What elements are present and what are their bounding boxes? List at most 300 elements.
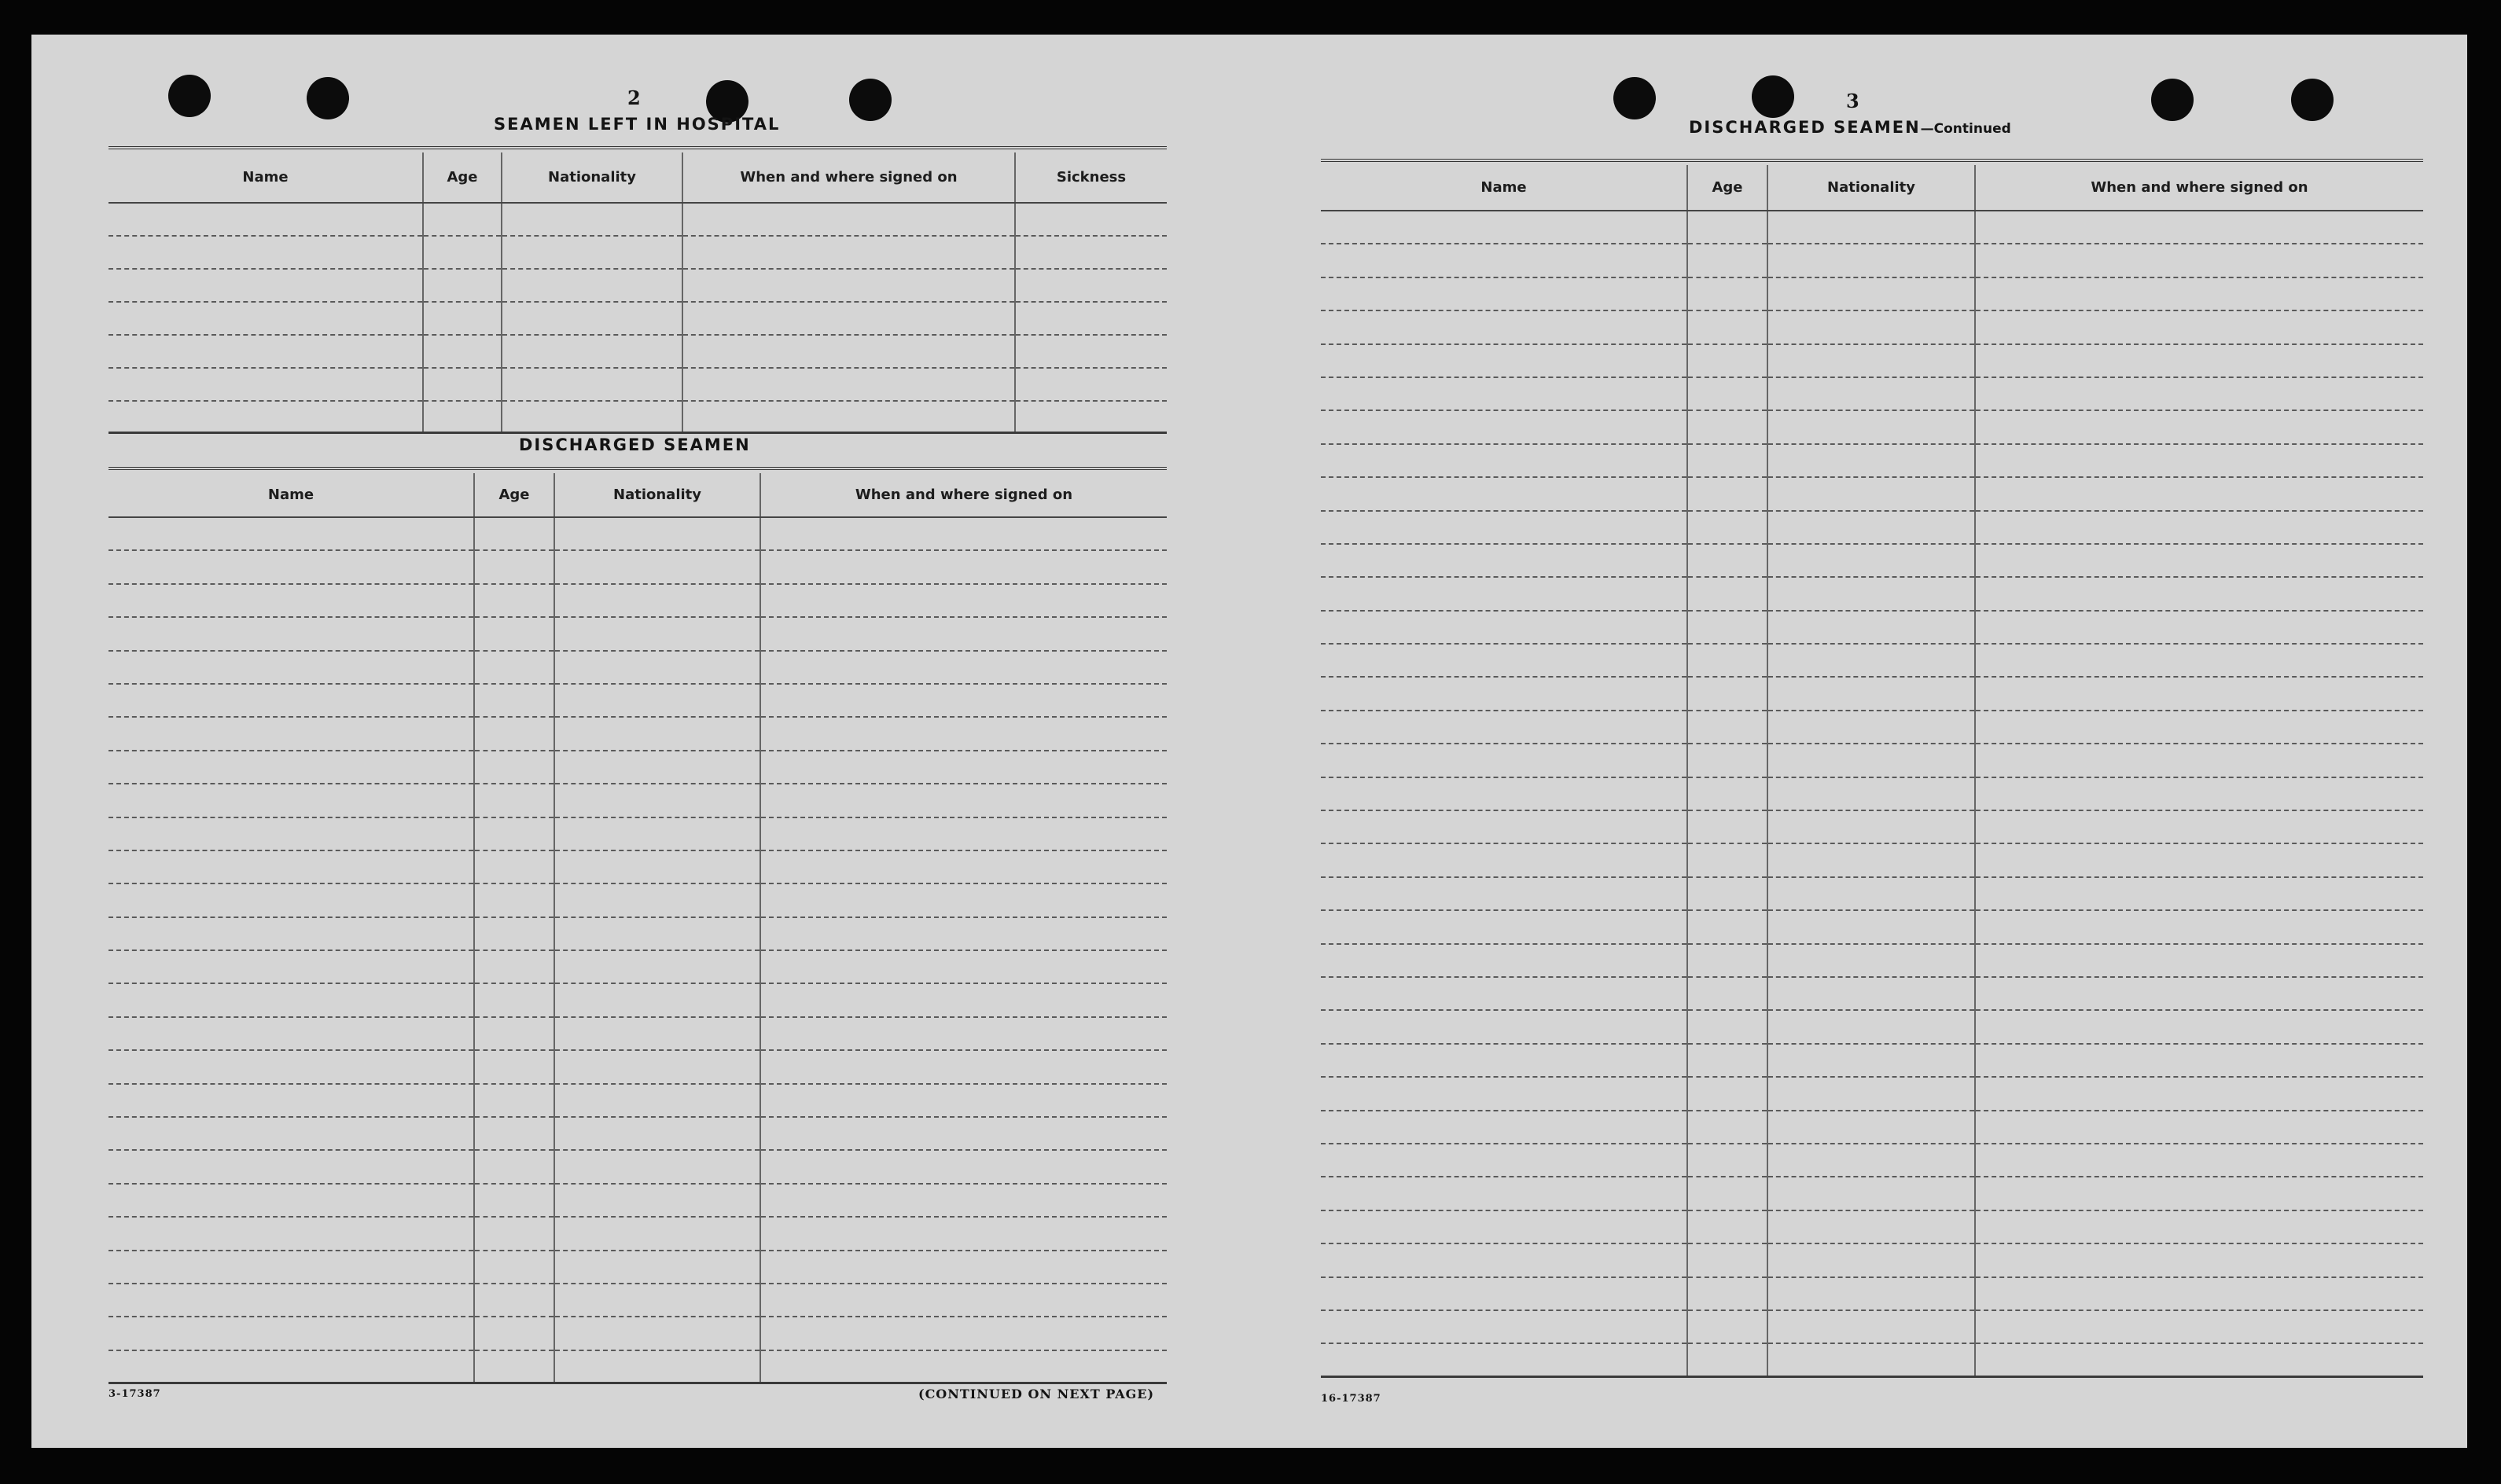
blank-entry-cell[interactable] — [502, 368, 682, 401]
blank-entry-cell[interactable] — [474, 784, 554, 817]
blank-entry-cell[interactable] — [423, 302, 502, 335]
blank-entry-cell[interactable] — [760, 617, 1167, 650]
blank-entry-cell[interactable] — [474, 1084, 554, 1117]
blank-entry-cell[interactable] — [1975, 1077, 2423, 1110]
discharged-top-rule — [108, 467, 1167, 470]
blank-entry-cell[interactable] — [108, 401, 423, 432]
blank-entry-cell[interactable] — [1975, 444, 2423, 477]
blank-entry-cell[interactable] — [1767, 377, 1975, 410]
blank-entry-cell[interactable] — [1767, 1010, 1975, 1043]
blank-entry-cell[interactable] — [682, 401, 1015, 432]
blank-entry-cell[interactable] — [474, 1150, 554, 1183]
blank-entry-cell[interactable] — [1321, 977, 1687, 1010]
blank-entry-cell[interactable] — [554, 817, 760, 850]
blank-entry-cell[interactable] — [1321, 344, 1687, 377]
blank-entry-cell[interactable] — [108, 817, 474, 850]
blank-entry-cell[interactable] — [1321, 1310, 1687, 1343]
column-header: Sickness — [1015, 152, 1167, 203]
blank-entry-cell[interactable] — [1975, 1044, 2423, 1077]
blank-entry-cell[interactable] — [1975, 711, 2423, 744]
blank-entry-cell[interactable] — [1767, 410, 1975, 443]
column-header: When and where signed on — [760, 473, 1167, 517]
blank-entry-cell[interactable] — [108, 335, 423, 368]
blank-entry-cell[interactable] — [1767, 843, 1975, 876]
table-row — [1321, 310, 2423, 343]
blank-entry-cell[interactable] — [1975, 777, 2423, 810]
blank-entry-cell[interactable] — [474, 1184, 554, 1217]
blank-entry-cell[interactable] — [1975, 1343, 2423, 1376]
blank-entry-cell[interactable] — [760, 1084, 1167, 1117]
blank-entry-cell[interactable] — [554, 651, 760, 684]
blank-entry-cell[interactable] — [1975, 277, 2423, 310]
blank-entry-cell[interactable] — [108, 1184, 474, 1217]
blank-entry-cell[interactable] — [1321, 544, 1687, 577]
blank-entry-cell[interactable] — [1321, 1210, 1687, 1243]
blank-entry-cell[interactable] — [1687, 877, 1767, 910]
blank-entry-cell[interactable] — [1015, 203, 1167, 236]
blank-entry-cell[interactable] — [760, 950, 1167, 983]
blank-entry-cell[interactable] — [1767, 944, 1975, 977]
blank-entry-cell[interactable] — [474, 1251, 554, 1284]
blank-entry-cell[interactable] — [1975, 211, 2423, 244]
blank-entry-cell[interactable] — [1687, 677, 1767, 710]
blank-entry-cell[interactable] — [108, 784, 474, 817]
blank-entry-cell[interactable] — [760, 1251, 1167, 1284]
blank-entry-cell[interactable] — [1321, 843, 1687, 876]
blank-entry-cell[interactable] — [1687, 277, 1767, 310]
blank-entry-cell[interactable] — [1687, 1210, 1767, 1243]
blank-entry-cell[interactable] — [554, 1050, 760, 1083]
blank-entry-cell[interactable] — [1687, 1044, 1767, 1077]
blank-entry-cell[interactable] — [1687, 1343, 1767, 1376]
blank-entry-cell[interactable] — [760, 584, 1167, 617]
blank-entry-cell[interactable] — [1321, 611, 1687, 644]
blank-entry-cell[interactable] — [1015, 236, 1167, 269]
blank-entry-cell[interactable] — [554, 850, 760, 883]
blank-entry-cell[interactable] — [1687, 511, 1767, 544]
blank-entry-cell[interactable] — [760, 784, 1167, 817]
blank-entry-cell[interactable] — [1767, 611, 1975, 644]
blank-entry-cell[interactable] — [474, 751, 554, 784]
blank-entry-cell[interactable] — [760, 1184, 1167, 1217]
blank-entry-cell[interactable] — [108, 1017, 474, 1050]
blank-entry-cell[interactable] — [474, 550, 554, 583]
blank-entry-cell[interactable] — [1975, 1010, 2423, 1043]
blank-entry-cell[interactable] — [1687, 977, 1767, 1010]
blank-entry-cell[interactable] — [554, 1217, 760, 1250]
blank-entry-cell[interactable] — [1767, 977, 1975, 1010]
blank-entry-cell[interactable] — [554, 983, 760, 1016]
blank-entry-cell[interactable] — [1975, 744, 2423, 777]
blank-entry-cell[interactable] — [474, 817, 554, 850]
blank-entry-cell[interactable] — [1321, 211, 1687, 244]
blank-entry-cell[interactable] — [474, 584, 554, 617]
blank-entry-cell[interactable] — [1687, 777, 1767, 810]
table-row — [1321, 577, 2423, 610]
blank-entry-cell[interactable] — [1321, 677, 1687, 710]
blank-entry-cell[interactable] — [1975, 244, 2423, 277]
blank-entry-cell[interactable] — [1975, 511, 2423, 544]
column-header: Age — [423, 152, 502, 203]
blank-entry-cell[interactable] — [760, 1017, 1167, 1050]
column-header: Name — [108, 152, 423, 203]
blank-entry-cell[interactable] — [1321, 1010, 1687, 1043]
blank-entry-cell[interactable] — [1687, 1077, 1767, 1110]
blank-entry-cell[interactable] — [474, 1117, 554, 1150]
blank-entry-cell[interactable] — [108, 950, 474, 983]
blank-entry-cell[interactable] — [760, 883, 1167, 916]
blank-entry-cell[interactable] — [1767, 1310, 1975, 1343]
blank-entry-cell[interactable] — [1321, 577, 1687, 610]
blank-entry-cell[interactable] — [1767, 910, 1975, 943]
blank-entry-cell[interactable] — [1687, 344, 1767, 377]
table-row — [108, 368, 1167, 401]
blank-entry-cell[interactable] — [760, 1317, 1167, 1350]
blank-entry-cell[interactable] — [108, 1251, 474, 1284]
blank-entry-cell[interactable] — [108, 1084, 474, 1117]
blank-entry-cell[interactable] — [108, 203, 423, 236]
blank-entry-cell[interactable] — [1321, 277, 1687, 310]
blank-entry-cell[interactable] — [1767, 1210, 1975, 1243]
blank-entry-cell[interactable] — [554, 1284, 760, 1317]
blank-entry-cell[interactable] — [108, 983, 474, 1016]
blank-entry-cell[interactable] — [502, 236, 682, 269]
blank-entry-cell[interactable] — [1767, 577, 1975, 610]
blank-entry-cell[interactable] — [1975, 1144, 2423, 1177]
blank-entry-cell[interactable] — [1975, 377, 2423, 410]
blank-entry-cell[interactable] — [1767, 511, 1975, 544]
blank-entry-cell[interactable] — [1767, 1177, 1975, 1210]
blank-entry-cell[interactable] — [554, 1251, 760, 1284]
blank-entry-cell[interactable] — [423, 203, 502, 236]
blank-entry-cell[interactable] — [554, 1317, 760, 1350]
table-row — [108, 335, 1167, 368]
blank-entry-cell[interactable] — [108, 550, 474, 583]
blank-entry-cell[interactable] — [474, 1217, 554, 1250]
blank-entry-cell[interactable] — [108, 302, 423, 335]
blank-entry-cell[interactable] — [474, 917, 554, 950]
blank-entry-cell[interactable] — [1321, 511, 1687, 544]
blank-entry-cell[interactable] — [1687, 1111, 1767, 1144]
blank-entry-cell[interactable] — [1767, 1277, 1975, 1310]
blank-entry-cell[interactable] — [1321, 377, 1687, 410]
blank-entry-cell[interactable] — [760, 1117, 1167, 1150]
blank-entry-cell[interactable] — [1767, 211, 1975, 244]
table-row — [1321, 277, 2423, 310]
blank-entry-cell[interactable] — [108, 517, 474, 550]
blank-entry-cell[interactable] — [682, 203, 1015, 236]
blank-entry-cell[interactable] — [682, 269, 1015, 302]
blank-entry-cell[interactable] — [1687, 244, 1767, 277]
table-row — [1321, 1144, 2423, 1177]
blank-entry-cell[interactable] — [1687, 211, 1767, 244]
blank-entry-cell[interactable] — [474, 1017, 554, 1050]
blank-entry-cell[interactable] — [1975, 877, 2423, 910]
punch-hole — [2151, 79, 2194, 121]
blank-entry-cell[interactable] — [554, 550, 760, 583]
blank-entry-cell[interactable] — [1321, 1177, 1687, 1210]
blank-entry-cell[interactable] — [1687, 611, 1767, 644]
blank-entry-cell[interactable] — [682, 335, 1015, 368]
blank-entry-cell[interactable] — [1321, 1343, 1687, 1376]
blank-entry-cell[interactable] — [682, 302, 1015, 335]
blank-entry-cell[interactable] — [1767, 244, 1975, 277]
blank-entry-cell[interactable] — [1975, 944, 2423, 977]
blank-entry-cell[interactable] — [1687, 1177, 1767, 1210]
column-header: When and where signed on — [1975, 165, 2423, 211]
blank-entry-cell[interactable] — [1687, 944, 1767, 977]
blank-entry-cell[interactable] — [554, 751, 760, 784]
blank-entry-cell[interactable] — [1321, 1144, 1687, 1177]
blank-entry-cell[interactable] — [108, 1050, 474, 1083]
blank-entry-cell[interactable] — [1767, 777, 1975, 810]
blank-entry-cell[interactable] — [760, 751, 1167, 784]
blank-entry-cell[interactable] — [1975, 1243, 2423, 1276]
blank-entry-cell[interactable] — [554, 1084, 760, 1117]
blank-entry-cell[interactable] — [1687, 410, 1767, 443]
blank-entry-cell[interactable] — [108, 1284, 474, 1317]
blank-entry-cell[interactable] — [1767, 810, 1975, 843]
blank-entry-cell[interactable] — [502, 269, 682, 302]
blank-entry-cell[interactable] — [554, 1017, 760, 1050]
blank-entry-cell[interactable] — [1767, 310, 1975, 343]
blank-entry-cell[interactable] — [108, 1150, 474, 1183]
blank-entry-cell[interactable] — [554, 784, 760, 817]
blank-entry-cell[interactable] — [1767, 711, 1975, 744]
table-row — [108, 751, 1167, 784]
blank-entry-cell[interactable] — [760, 917, 1167, 950]
blank-entry-cell[interactable] — [502, 203, 682, 236]
blank-entry-cell[interactable] — [423, 368, 502, 401]
blank-entry-cell[interactable] — [108, 1350, 474, 1383]
blank-entry-cell[interactable] — [760, 817, 1167, 850]
blank-entry-cell[interactable] — [108, 1117, 474, 1150]
blank-entry-cell[interactable] — [474, 983, 554, 1016]
blank-entry-cell[interactable] — [1687, 843, 1767, 876]
blank-entry-cell[interactable] — [1975, 977, 2423, 1010]
blank-entry-cell[interactable] — [1321, 1277, 1687, 1310]
table-row — [108, 651, 1167, 684]
blank-entry-cell[interactable] — [108, 368, 423, 401]
blank-entry-cell[interactable] — [108, 236, 423, 269]
blank-entry-cell[interactable] — [1975, 544, 2423, 577]
blank-entry-cell[interactable] — [1975, 1177, 2423, 1210]
blank-entry-cell[interactable] — [1767, 277, 1975, 310]
blank-entry-cell[interactable] — [554, 517, 760, 550]
blank-entry-cell[interactable] — [1767, 744, 1975, 777]
blank-entry-cell[interactable] — [1767, 1243, 1975, 1276]
blank-entry-cell[interactable] — [1767, 644, 1975, 677]
blank-entry-cell[interactable] — [1767, 677, 1975, 710]
table-row — [1321, 977, 2423, 1010]
blank-entry-cell[interactable] — [1321, 810, 1687, 843]
blank-entry-cell[interactable] — [1321, 910, 1687, 943]
blank-entry-cell[interactable] — [760, 550, 1167, 583]
blank-entry-cell[interactable] — [760, 1050, 1167, 1083]
blank-entry-cell[interactable] — [474, 1350, 554, 1383]
blank-entry-cell[interactable] — [1687, 1277, 1767, 1310]
table-row — [1321, 444, 2423, 477]
blank-entry-cell[interactable] — [554, 617, 760, 650]
blank-entry-cell[interactable] — [1321, 1111, 1687, 1144]
blank-entry-cell[interactable] — [1687, 910, 1767, 943]
blank-entry-cell[interactable] — [760, 684, 1167, 717]
blank-entry-cell[interactable] — [1321, 444, 1687, 477]
blank-entry-cell[interactable] — [1687, 477, 1767, 510]
blank-entry-cell[interactable] — [1975, 1210, 2423, 1243]
blank-entry-cell[interactable] — [1321, 877, 1687, 910]
blank-entry-cell[interactable] — [108, 684, 474, 717]
blank-entry-cell[interactable] — [474, 950, 554, 983]
blank-entry-cell[interactable] — [554, 584, 760, 617]
blank-entry-cell[interactable] — [1975, 644, 2423, 677]
blank-entry-cell[interactable] — [1767, 1111, 1975, 1144]
blank-entry-cell[interactable] — [474, 517, 554, 550]
blank-entry-cell[interactable] — [554, 684, 760, 717]
blank-entry-cell[interactable] — [1687, 744, 1767, 777]
blank-entry-cell[interactable] — [1975, 344, 2423, 377]
blank-entry-cell[interactable] — [1687, 544, 1767, 577]
blank-entry-cell[interactable] — [760, 651, 1167, 684]
blank-entry-cell[interactable] — [474, 1317, 554, 1350]
blank-entry-cell[interactable] — [1321, 711, 1687, 744]
blank-entry-cell[interactable] — [1767, 477, 1975, 510]
blank-entry-cell[interactable] — [760, 850, 1167, 883]
blank-entry-cell[interactable] — [1975, 910, 2423, 943]
blank-entry-cell[interactable] — [108, 917, 474, 950]
blank-entry-cell[interactable] — [1687, 1010, 1767, 1043]
blank-entry-cell[interactable] — [554, 883, 760, 916]
blank-entry-cell[interactable] — [108, 751, 474, 784]
blank-entry-cell[interactable] — [1321, 310, 1687, 343]
table-row — [108, 883, 1167, 916]
blank-entry-cell[interactable] — [1321, 744, 1687, 777]
blank-entry-cell[interactable] — [474, 684, 554, 717]
blank-entry-cell[interactable] — [1687, 1144, 1767, 1177]
blank-entry-cell[interactable] — [760, 717, 1167, 750]
blank-entry-cell[interactable] — [108, 1317, 474, 1350]
blank-entry-cell[interactable] — [502, 302, 682, 335]
blank-entry-cell[interactable] — [554, 1350, 760, 1383]
blank-entry-cell[interactable] — [423, 236, 502, 269]
blank-entry-cell[interactable] — [1767, 1044, 1975, 1077]
blank-entry-cell[interactable] — [1975, 310, 2423, 343]
blank-entry-cell[interactable] — [502, 401, 682, 432]
blank-entry-cell[interactable] — [760, 1284, 1167, 1317]
blank-entry-cell[interactable] — [554, 717, 760, 750]
blank-entry-cell[interactable] — [108, 717, 474, 750]
blank-entry-cell[interactable] — [1687, 310, 1767, 343]
blank-entry-cell[interactable] — [108, 651, 474, 684]
blank-entry-cell[interactable] — [1321, 244, 1687, 277]
blank-entry-cell[interactable] — [1767, 877, 1975, 910]
blank-entry-cell[interactable] — [554, 950, 760, 983]
blank-entry-cell[interactable] — [1015, 401, 1167, 432]
blank-entry-cell[interactable] — [1975, 477, 2423, 510]
blank-entry-cell[interactable] — [760, 983, 1167, 1016]
blank-entry-cell[interactable] — [1975, 810, 2423, 843]
blank-entry-cell[interactable] — [423, 335, 502, 368]
blank-entry-cell[interactable] — [108, 617, 474, 650]
blank-entry-cell[interactable] — [474, 1284, 554, 1317]
right-form-number: 16-17387 — [1321, 1393, 1381, 1405]
blank-entry-cell[interactable] — [1975, 611, 2423, 644]
blank-entry-cell[interactable] — [760, 1350, 1167, 1383]
blank-entry-cell[interactable] — [1687, 1243, 1767, 1276]
blank-entry-cell[interactable] — [682, 236, 1015, 269]
blank-entry-cell[interactable] — [1767, 1343, 1975, 1376]
blank-entry-cell[interactable] — [1321, 944, 1687, 977]
blank-entry-cell[interactable] — [1767, 544, 1975, 577]
blank-entry-cell[interactable] — [474, 617, 554, 650]
blank-entry-cell[interactable] — [1975, 410, 2423, 443]
blank-entry-cell[interactable] — [1687, 377, 1767, 410]
blank-entry-cell[interactable] — [1687, 577, 1767, 610]
blank-entry-cell[interactable] — [1687, 711, 1767, 744]
left-page-number: 2 — [627, 86, 641, 109]
blank-entry-cell[interactable] — [1975, 1277, 2423, 1310]
blank-entry-cell[interactable] — [554, 917, 760, 950]
blank-entry-cell[interactable] — [1975, 1111, 2423, 1144]
blank-entry-cell[interactable] — [502, 335, 682, 368]
blank-entry-cell[interactable] — [1321, 410, 1687, 443]
blank-entry-cell[interactable] — [1015, 368, 1167, 401]
blank-entry-cell[interactable] — [108, 883, 474, 916]
blank-entry-cell[interactable] — [1687, 444, 1767, 477]
blank-entry-cell[interactable] — [1975, 577, 2423, 610]
blank-entry-cell[interactable] — [682, 368, 1015, 401]
table-row — [108, 1150, 1167, 1183]
blank-entry-cell[interactable] — [108, 269, 423, 302]
blank-entry-cell[interactable] — [1975, 677, 2423, 710]
blank-entry-cell[interactable] — [1767, 444, 1975, 477]
blank-entry-cell[interactable] — [760, 517, 1167, 550]
blank-entry-cell[interactable] — [1767, 1077, 1975, 1110]
blank-entry-cell[interactable] — [1975, 843, 2423, 876]
blank-entry-cell[interactable] — [554, 1184, 760, 1217]
blank-entry-cell[interactable] — [474, 717, 554, 750]
blank-entry-cell[interactable] — [423, 269, 502, 302]
blank-entry-cell[interactable] — [108, 584, 474, 617]
blank-entry-cell[interactable] — [423, 401, 502, 432]
blank-entry-cell[interactable] — [108, 1217, 474, 1250]
blank-entry-cell[interactable] — [474, 883, 554, 916]
blank-entry-cell[interactable] — [1975, 1310, 2423, 1343]
blank-entry-cell[interactable] — [1767, 1144, 1975, 1177]
blank-entry-cell[interactable] — [554, 1117, 760, 1150]
blank-entry-cell[interactable] — [474, 1050, 554, 1083]
blank-entry-cell[interactable] — [1015, 335, 1167, 368]
blank-entry-cell[interactable] — [474, 850, 554, 883]
blank-entry-cell[interactable] — [1687, 644, 1767, 677]
blank-entry-cell[interactable] — [1687, 1310, 1767, 1343]
blank-entry-cell[interactable] — [474, 651, 554, 684]
blank-entry-cell[interactable] — [1687, 810, 1767, 843]
blank-entry-cell[interactable] — [1015, 302, 1167, 335]
blank-entry-cell[interactable] — [760, 1217, 1167, 1250]
blank-entry-cell[interactable] — [554, 1150, 760, 1183]
blank-entry-cell[interactable] — [1321, 1077, 1687, 1110]
blank-entry-cell[interactable] — [1767, 344, 1975, 377]
blank-entry-cell[interactable] — [1321, 1044, 1687, 1077]
blank-entry-cell[interactable] — [760, 1150, 1167, 1183]
blank-entry-cell[interactable] — [1015, 269, 1167, 302]
blank-entry-cell[interactable] — [1321, 477, 1687, 510]
blank-entry-cell[interactable] — [1321, 1243, 1687, 1276]
blank-entry-cell[interactable] — [1321, 777, 1687, 810]
blank-entry-cell[interactable] — [1321, 644, 1687, 677]
blank-entry-cell[interactable] — [108, 850, 474, 883]
